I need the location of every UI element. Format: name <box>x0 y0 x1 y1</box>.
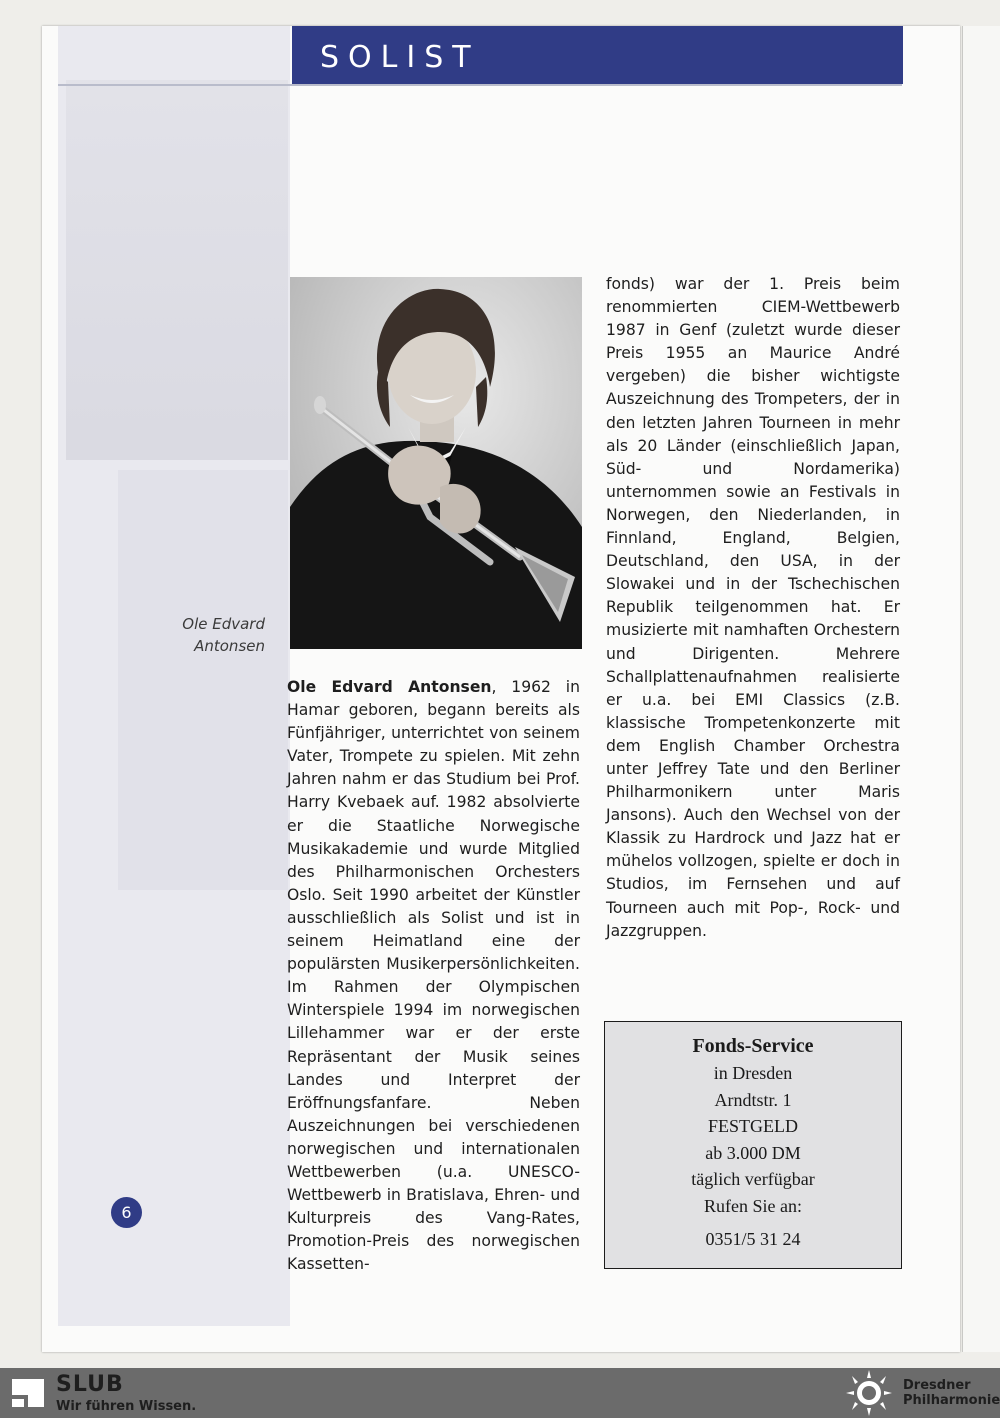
trumpet-player-photo-icon <box>290 277 582 649</box>
soloist-name: Ole Edvard Antonsen <box>287 678 492 696</box>
ad-title: Fonds-Service <box>692 1035 814 1057</box>
article-column-1 <box>287 676 580 1276</box>
slub-tagline: Wir führen Wissen. <box>56 1399 197 1414</box>
header-rule <box>58 84 902 86</box>
ad-call-to-action: Rufen Sie an: <box>704 1195 802 1216</box>
photo-caption: Ole Edvard Antonsen <box>182 615 265 655</box>
soloist-photo <box>290 277 582 649</box>
advertisement-box <box>604 1021 902 1269</box>
next-page-edge <box>962 26 1000 1352</box>
ad-availability: täglich verfügbar <box>691 1169 815 1189</box>
ad-phone: 0351/5 31 24 <box>705 1229 801 1249</box>
article-column-2: fonds) war der 1. Preis beim renommierten CIEM-Wettbewerb 1987 in Genf (zuletzt wurde dieser Preis 1955 an Maurice André vergeben) die bisher wichtigste Auszeichnung des Trompeters, der in den letzten Jahren Tourneen in mehr als 20 Länder (einschließlich Japan, Süd- und Nordamerika) unternommen sowie an Festivals in Norwegen, den Niederlanden, in Finnland, England, Belgien, Deutschland, den USA, in der Slowakei und in der Tschechischen Republik teilgenommen hat. Er musizierte mit namhaften Orchestern und Dirigenten. Mehrere Schallplattenaufnahmen realisierte er u.a. bei EMI Classics (z.B. klassische Trompetenkonzerte mit dem English Chamber Orchestra unter Jeffrey Tate und den Berliner Philharmonikern unter Maris Jansons). Auch den Wechsel von der Klassik zu Hardrock und Jazz hat er mühelos vollzogen, spielte er doch in Studios, im Fernsehen und auf Tourneen auch mit Pop-, Rock- und Jazzgruppen. <box>606 275 900 940</box>
article-text-1: , 1962 in Hamar geboren, begann bereits als Fünfjähriger, unterrichtet von seinem Vater, Trompete zu spielen. Mit zehn Jahren nahm er das Studium bei Prof. Harry Kvebaek auf. 1982 absolvierte er die Staatliche Norwegische Musikakademie und wurde Mitglied des Philharmonischen Orchesters Oslo. Seit 1990 arbeitet der Künstler ausschließlich als Solist und ist in seinem Heimatland eine der populärsten Musikerpersönlichkeiten. Im Rahmen der Olympischen Winterspiele 1994 im norwegischen Lillehammer war er der erste Repräsentant der Musik seines Landes und Interpret der Eröffnungsfanfare. Neben Auszeichnungen bei verschiedenen norwegischen und internationalen Wettbewerben (u.a. UNESCO-Wettbewerb in Bratislava, Ehren- und Kulturpreis des Vang-Rates, Promotion-Preis des norwegischen Kassetten- <box>287 678 580 1274</box>
ad-product: FESTGELD <box>708 1116 798 1136</box>
philharmonie-name-line1: Dresdner <box>903 1378 971 1393</box>
ad-city: in Dresden <box>713 1063 793 1083</box>
philharmonie-name-line2: Philharmonie <box>903 1393 1000 1408</box>
slub-logo-icon[interactable] <box>10 1375 46 1411</box>
ad-minimum: ab 3.000 DM <box>705 1142 801 1163</box>
show-through-text <box>118 470 288 890</box>
page-number-badge: 6 <box>111 1197 142 1228</box>
slub-name[interactable]: SLUB <box>56 1372 124 1397</box>
dresdner-philharmonie-logo-icon[interactable] <box>842 1370 896 1416</box>
ad-address: Arndtstr. 1 <box>714 1089 792 1110</box>
section-title: SOLIST <box>320 40 480 75</box>
show-through-image <box>66 80 288 460</box>
